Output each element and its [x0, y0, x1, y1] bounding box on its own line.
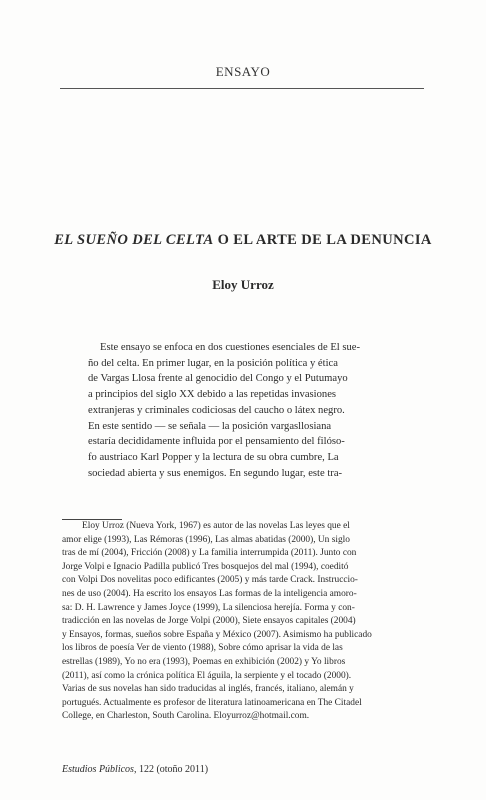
article-title — [40, 232, 446, 249]
footnote-line: portugués. Actualmente es profesor de literatura latinoamericana en The Citadel — [62, 697, 362, 708]
body-line: estaría decididamente influida por el pensamiento del filóso- — [88, 436, 345, 448]
body-line: de Vargas Llosa frente al genocidio del Congo y el Putumayo — [88, 373, 348, 385]
section-label: ENSAYO — [215, 64, 271, 79]
body-line: extranjeras y criminales codiciosas del caucho o látex negro. — [88, 404, 345, 416]
footnote-line: tradicción en las novelas de Jorge Volpi (2000), Siete ensayos capitales (2004) — [62, 616, 356, 627]
footnote-line: sa: D. H. Lawrence y James Joyce (1999), La silenciosa herejía. Forma y con- — [62, 602, 355, 613]
footnote-line: College, en Charleston, South Carolina. Eloyurroz@hotmail.com. — [62, 711, 310, 722]
body-line: a principios del siglo XX debido a las repetidas invasiones — [88, 389, 337, 401]
article-author: Eloy Urroz — [212, 277, 274, 292]
article-title-italic: EL SUEÑO DEL CELTA — [54, 232, 214, 248]
footnote-line: Jorge Volpi e Ignacio Padilla publicó Tres bosquejos del mal (1994), coeditó — [62, 561, 349, 572]
abstract-paragraph — [88, 340, 404, 481]
body-line: Este ensayo se enfoca en dos cuestiones esenciales de El sue- — [100, 342, 361, 353]
footnote-line: los libros de poesía Ver de viento (1988), Sobre cómo aprisar la vida de las — [62, 643, 343, 654]
body-line: ño del celta. En primer lugar, en la posición política y ética — [88, 357, 338, 369]
body-line: fo austriaco Karl Popper y la lectura de su obra cumbre, La — [88, 451, 339, 463]
footnote-line: tras de mí (2004), Fricción (2008) y La familia interrumpida (2011). Junto con — [62, 548, 357, 559]
journal-citation — [62, 764, 208, 775]
body-line: En este sentido — se señala — la posición vargasllosiana — [88, 420, 332, 432]
footnote-line: (2011), así como la crónica política El águila, la serpiente y el tocado (2000). — [62, 670, 352, 681]
footnote-line: Eloy Urroz (Nueva York, 1967) es autor de las novelas Las leyes que el — [82, 521, 350, 531]
journal-issue: , 122 (otoño 2011) — [133, 764, 209, 775]
journal-name: Estudios Públicos — [62, 764, 134, 775]
footnote-line: con Volpi Dos novelitas poco edificantes (2005) y más tarde Crack. Instruccio- — [62, 575, 358, 586]
footnote-line: Varias de sus novelas han sido traducidas al inglés, francés, italiano, alemán y — [62, 684, 354, 695]
article-title-rest: O EL ARTE DE LA DENUNCIA — [213, 232, 432, 248]
body-line: sociedad abierta y sus enemigos. En segundo lugar, este tra- — [88, 467, 343, 479]
author-footnote — [62, 520, 402, 724]
footnote-line: y Ensayos, formas, sueños sobre España y México (2007). Asimismo ha publicado — [62, 629, 372, 640]
footnote-line: amor elige (1993), Las Rémoras (1996), Las almas abatidas (2000), Un siglo — [62, 534, 350, 545]
footnote-line: estrellas (1989), Yo no era (1993), Poemas en exhibición (2002) y Yo libros — [62, 656, 346, 667]
header-rule — [60, 88, 424, 89]
footnote-line: nes de uso (2004). Ha escrito los ensayos Las formas de la inteligencia amoro- — [62, 588, 357, 599]
